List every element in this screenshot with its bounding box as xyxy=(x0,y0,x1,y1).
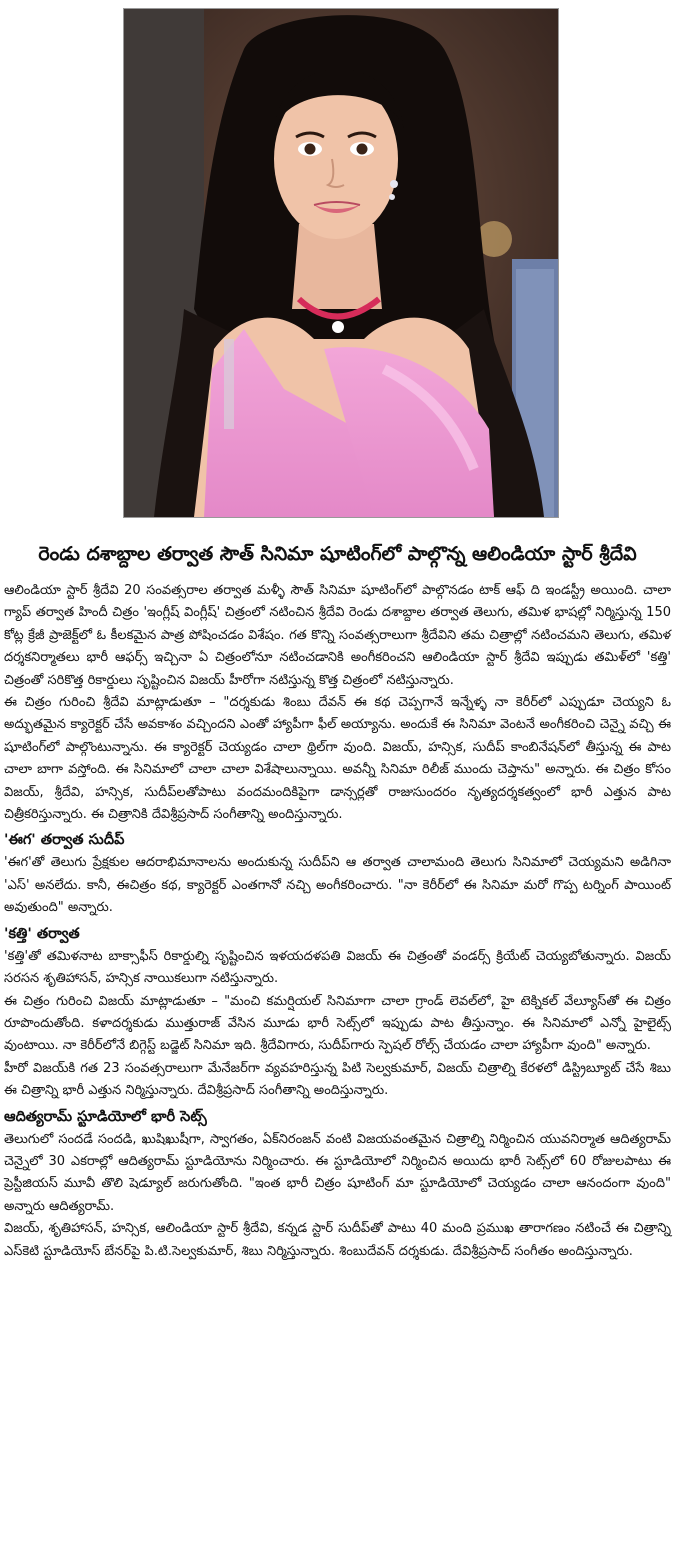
section-heading: ఆదిత్యరామ్ స్టూడియోలో భారీ సెట్స్ xyxy=(4,1108,207,1125)
article-paragraph: తెలుగులో సందడే సందడి, ఖుషిఖుషీగా, స్వాగతం, ఏక్‌నిరంజన్ వంటి విజయవంతమైన చిత్రాల్ని నిర్మించిన యువనిర్మాత ఆదిత్యరామ్ చెన్నైలో 30 ఎకరాల్లో ఆదిత్యరామ్ స్టూడియోను నిర్మించారు. ఈ స్టూడియోలో నిర్మించిన అయిదు భారీ సెట్స్‌లో 60 రోజులపాటు ఈ ప్రెస్టీజియస్ మూవీ తొలి షెడ్యూల్ జరుగుతోంది. "ఇంత భారీ చిత్రం షూటింగ్ మా స్టూడియోలో చెయ్యడం చాలా ఆనందంగా వుంది" అన్నారు ఆదిత్యరామ్. xyxy=(4,1131,671,1214)
section-heading: 'ఈగ' తర్వాత సుదీప్ xyxy=(4,832,125,849)
article-paragraph: విజయ్, శృతిహాసన్, హన్సిక, ఆలిండియా స్టార్ శ్రీదేవి, కన్నడ స్టార్ సుదీప్‌తో పాటు 40 మంది ప్రముఖ తారాగణం నటించే ఈ చిత్రాన్ని ఎస్‌కెటి స్టూడియోస్ బేనర్‌పై పి.టి.సెల్వకుమార్, శిబు నిర్మిస్తున్నారు. శింబుదేవన్ దర్శకుడు. దేవిశ్రీప్రసాద్ సంగీతం అందిస్తున్నారు. xyxy=(4,1221,671,1259)
article-headline: రెండు దశాబ్దాల తర్వాత సౌత్ సినిమా షూటింగ్‌లో పాల్గొన్న ఆలిండియా స్టార్ శ్రీదేవి xyxy=(38,543,637,565)
article-body xyxy=(4,580,671,1263)
article-paragraph: ఈ చిత్రం గురించి శ్రీదేవి మాట్లాడుతూ – "దర్శకుడు శింబు దేవన్ ఈ కథ చెప్పగానే ఇన్నేళ్ళ నా కెరీర్‌లో ఎప్పుడూ చెయ్యని ఓ అద్భుతమైన క్యారెక్టర్ చేసే అవకాశం వచ్చిందని ఎంతో హ్యాపీగా ఫీల్ అయ్యాను. అందుకే ఈ సినిమా వెంటనే అంగీకరించి చెన్నై వచ్చి ఈ షూటింగ్‌లో పాల్గొంటున్నాను. ఈ క్యారెక్టర్ చెయ్యడం చాలా థ్రిల్‌గా వుంది. విజయ్, హన్సిక, సుదీప్ కాంబినేషన్‌లో తీస్తున్న ఈ పాట చాలా బాగా వస్తోంది. ఈ సినిమాలో చాలా చాలా విశేషాలున్నాయి. అవన్నీ సినిమా రిలీజ్ ముందు చెప్తాను" అన్నారు. ఈ చిత్రం కోసం విజయ్, శ్రీదేవి, హన్సిక, సుదీప్‌లతోపాటు వందమందికిపైగా డాన్సర్లతో రాజుసుందరం నృత్యదర్శకత్వంలో భారీ ఎత్తున పాట చిత్రీకరిస్తున్నారు. ఈ చిత్రానికి దేవిశ్రీప్రసాద్ సంగీతాన్ని అందిస్తున్నారు. xyxy=(4,695,671,823)
article-photo xyxy=(123,8,559,518)
article-paragraph: 'ఈగ'తో తెలుగు ప్రేక్షకుల ఆదరాభిమానాలను అందుకున్న సుదీప్‌ని ఆ తర్వాత చాలామంది తెలుగు సినిమాలో చెయ్యమని అడిగినా 'ఎస్' అనలేదు. కానీ, ఈచిత్రం కథ, క్యారెక్టర్ ఎంతగానో నచ్చి అంగీకరించారు. "నా కెరీర్‌లో ఈ సినిమా మరో గొప్ప టర్నింగ్ పాయింట్ అవుతుంది" అన్నారు. xyxy=(4,855,671,916)
section-heading: 'కత్తి' తర్వాత xyxy=(4,925,80,942)
portrait-illustration xyxy=(124,9,558,517)
article-paragraph: ఈ చిత్రం గురించి విజయ్ మాట్లాడుతూ – "మంచి కమర్షియల్ సినిమాగా చాలా గ్రాండ్ లెవల్‌లో, హై టెక్నికల్ వేల్యూస్‌తో ఈ చిత్రం రూపొందుతోంది. కళాదర్శకుడు ముత్తురాజ్ వేసిన మూడు భారీ సెట్స్‌లో ఇప్పుడు పాట తీస్తున్నాం. ఈ సినిమాలో ఎన్నో హైలైట్స్ వుంటాయి. నా కెరీర్‌లోనే బిగ్గెస్ట్ బడ్జెట్ సినిమా ఇది. శ్రీదేవిగారు, సుదీప్‌గారు స్పెషల్ రోల్స్ చేయడం చాలా హ్యాపీగా వుంది" అన్నారు. xyxy=(4,993,671,1054)
article-paragraph: 'కత్తి'తో తమిళనాట బాక్సాఫీస్ రికార్డుల్ని సృష్టించిన ఇళయదళపతి విజయ్ ఈ చిత్రంతో వండర్స్ క్రియేట్ చెయ్యబోతున్నారు. విజయ్ సరసన శృతిహాసన్, హన్సిక నాయికలుగా నటిస్తున్నారు. xyxy=(4,948,671,987)
article-paragraph: హీరో విజయ్‌కి గత 23 సంవత్సరాలుగా మేనేజర్‌గా వ్యవహరిస్తున్న పిటి సెల్వకుమార్, విజయ్ చిత్రాల్ని కేరళలో డిస్ట్రిబ్యూట్ చేసే శిబు ఈ చిత్రాన్ని భారీ ఎత్తున నిర్మిస్తున్నారు. దేవిశ్రీప్రసాద్ సంగీతాన్ని అందిస్తున్నారు. xyxy=(4,1060,671,1099)
article-paragraph: ఆలిండియా స్టార్ శ్రీదేవి 20 సంవత్సరాల తర్వాత మళ్ళీ సౌత్ సినిమా షూటింగ్‌లో పాల్గొనడం టాక్ ఆఫ్ ది ఇండస్ట్రీ అయింది. చాలా గ్యాప్ తర్వాత హిందీ చిత్రం 'ఇంగ్లీష్ వింగ్లీష్' చిత్రంలో నటించిన శ్రీదేవి రెండు దశాబ్దాల తర్వాత తెలుగు, తమిళ భాషల్లో నిర్మిస్తున్న 150 కోట్ల క్రేజీ ప్రాజెక్ట్‌లో ఓ కీలకమైన పాత్ర పోషించడం విశేషం. గత కొన్ని సంవత్సరాలుగా శ్రీదేవిని తమ చిత్రాల్లో నటించమని తెలుగు, తమిళ దర్శకనిర్మాతలు భారీ ఆఫర్స్ ఇచ్చినా ఏ చిత్రంలోనూ నటించడానికి అంగీకరించని ఆలిండియా స్టార్ శ్రీదేవి ఇప్పుడు తమిళ్‌లో 'కత్తి' చిత్రంతో సరికొత్త రికార్డులు సృష్టించిన విజయ్ హీరోగా నటిస్తున్న కొత్త చిత్రంలో నటిస్తున్నారు. xyxy=(4,583,671,688)
